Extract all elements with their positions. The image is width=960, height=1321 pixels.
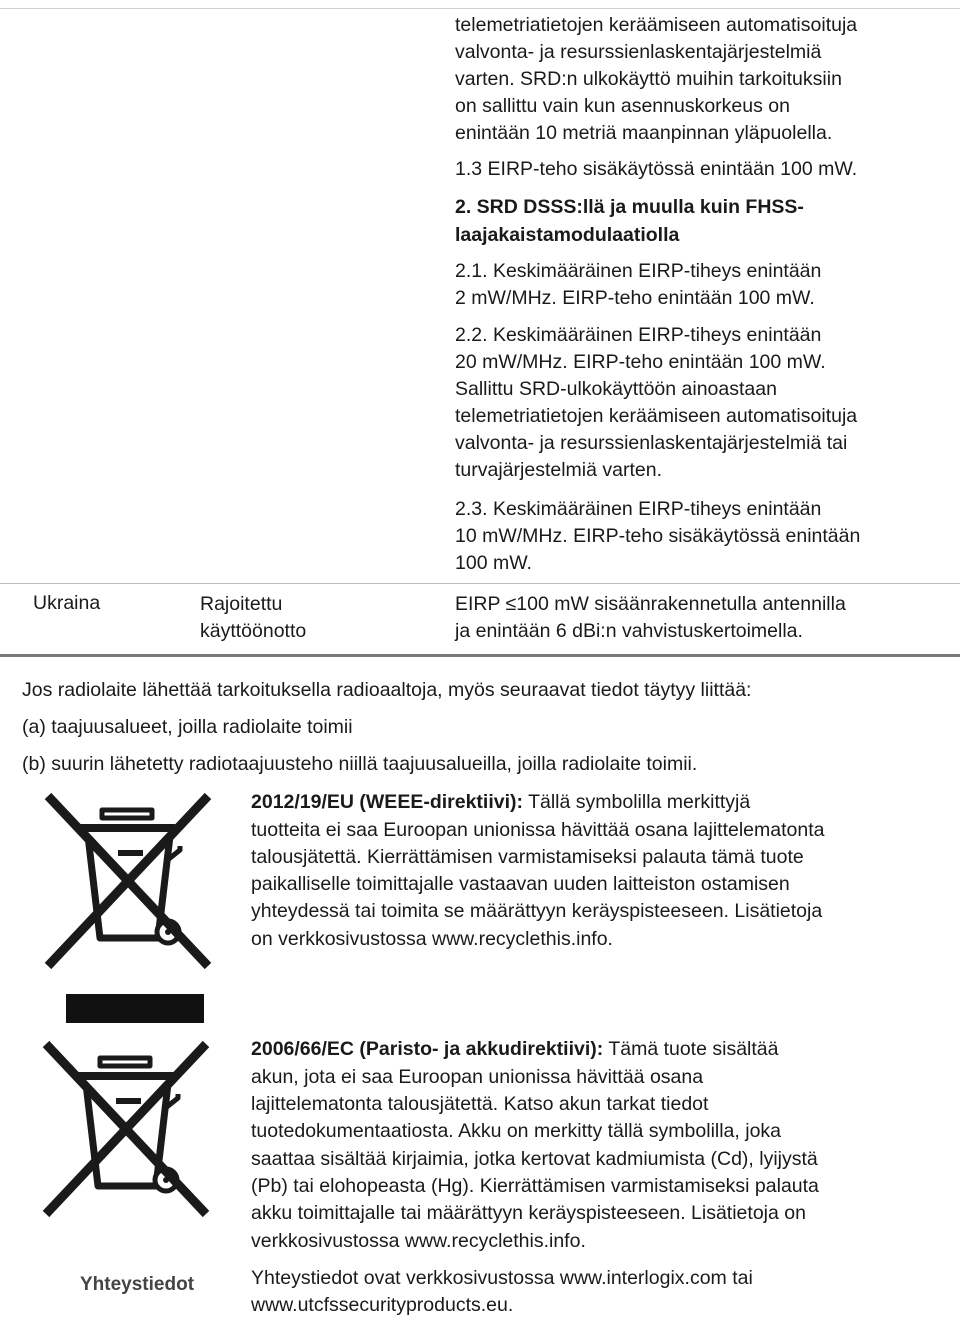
radio-intro: Jos radiolaite lähettää tarkoituksella radioaaltoja, myös seuraavat tiedot täytyy liittää: — [22, 679, 752, 701]
item-2-3: 100 mW. — [455, 552, 532, 574]
weee-paragraph — [251, 789, 750, 817]
heading-2: 2. SRD DSSS:llä ja muulla kuin FHSS- — [455, 196, 804, 218]
item-2-2: turvajärjestelmiä varten. — [455, 459, 662, 481]
item-2-2: 20 mW/MHz. EIRP-teho enintään 100 mW. — [455, 351, 826, 373]
battery-line: (Pb) tai elohopeasta (Hg). Kierrättämisen varmistamiseksi palauta — [251, 1175, 819, 1197]
battery-text: Tämä tuote sisältää — [603, 1038, 779, 1060]
battery-line: saattaa sisältää kirjaimia, jotka kertovat kadmiumista (Cd), lyijystä — [251, 1148, 818, 1170]
condition-cell: EIRP ≤100 mW sisäänrakennetulla antennilla — [455, 593, 846, 615]
status-cell: käyttöönotto — [200, 620, 307, 642]
weee-line: talousjätettä. Kierrättämisen varmistamiseksi palauta tämä tuote — [251, 846, 804, 868]
item-2-2: telemetriatietojen keräämiseen automatisoituja — [455, 405, 858, 427]
radio-item-b: (b) suurin lähetetty radiotaajuusteho niillä taajuusalueilla, joilla radiolaite toimii. — [22, 753, 698, 775]
weee-line: paikalliselle toimittajalle vastaavan uuden laitteiston ostamisen — [251, 873, 790, 895]
contact-line: Yhteystiedot ovat verkkosivustossa www.interlogix.com tai — [251, 1267, 753, 1289]
battery-black-bar — [66, 994, 204, 1023]
table-row-text: valvonta- ja resurssienlaskentajärjestelmiä — [455, 41, 822, 63]
battery-line: lajittelematonta talousjätettä. Katso akun tarkat tiedot — [251, 1093, 709, 1115]
weee-title: 2012/19/EU (WEEE-direktiivi): — [251, 791, 524, 813]
item-2-2: Sallittu SRD-ulkokäyttöön ainoastaan — [455, 378, 777, 400]
battery-line: tuotedokumentaatiosta. Akku on merkitty tällä symbolilla, joka — [251, 1120, 782, 1142]
crossed-out-wheelie-bin-with-bar-icon — [38, 1036, 213, 1221]
status-cell: Rajoitettu — [200, 593, 283, 615]
contact-heading: Yhteystiedot — [80, 1274, 195, 1295]
battery-line: verkkosivustossa www.recyclethis.info. — [251, 1230, 586, 1252]
weee-text: Tällä symbolilla merkittyjä — [523, 791, 751, 813]
weee-line: on verkkosivustossa www.recyclethis.info. — [251, 928, 613, 950]
table-bottom-divider — [0, 654, 960, 657]
table-row-text: varten. SRD:n ulkokäyttö muihin tarkoituksiin — [455, 68, 842, 90]
crossed-out-wheelie-bin-icon — [40, 788, 215, 973]
battery-title: 2006/66/EC (Paristo- ja akkudirektiivi): — [251, 1038, 604, 1060]
table-top-divider — [0, 8, 960, 9]
table-row-text: telemetriatietojen keräämiseen automatisoituja — [455, 14, 858, 36]
item-2-3: 2.3. Keskimääräinen EIRP-tiheys enintään — [455, 498, 822, 520]
table-row-text: enintään 10 metriä maanpinnan yläpuolella. — [455, 122, 833, 144]
table-row-text: on sallittu vain kun asennuskorkeus on — [455, 95, 790, 117]
item-1-3: 1.3 EIRP-teho sisäkäytössä enintään 100 mW. — [455, 158, 858, 180]
country-cell: Ukraina — [33, 592, 101, 614]
heading-2: laajakaistamodulaatiolla — [455, 224, 680, 246]
item-2-3: 10 mW/MHz. EIRP-teho sisäkäytössä enintään — [455, 525, 861, 547]
contact-line: www.utcfssecurityproducts.eu. — [251, 1294, 514, 1316]
weee-line: yhteydessä tai toimita se määrättyyn keräyspisteeseen. Lisätietoja — [251, 900, 823, 922]
condition-cell: ja enintään 6 dBi:n vahvistuskertoimella. — [455, 620, 803, 642]
radio-item-a: (a) taajuusalueet, joilla radiolaite toimii — [22, 716, 353, 738]
item-2-2: 2.2. Keskimääräinen EIRP-tiheys enintään — [455, 324, 822, 346]
battery-line: akku toimittajalle tai määrättyyn keräyspisteeseen. Lisätietoja on — [251, 1202, 806, 1224]
item-2-1: 2 mW/MHz. EIRP-teho enintään 100 mW. — [455, 287, 815, 309]
weee-line: tuotteita ei saa Euroopan unionissa hävittää osana lajittelematonta — [251, 819, 825, 841]
item-2-2: valvonta- ja resurssienlaskentajärjestelmiä tai — [455, 432, 848, 454]
table-row-divider — [0, 583, 960, 584]
battery-line: akun, jota ei saa Euroopan unionissa hävittää osana — [251, 1066, 704, 1088]
item-2-1: 2.1. Keskimääräinen EIRP-tiheys enintään — [455, 260, 822, 282]
battery-paragraph — [251, 1036, 778, 1064]
